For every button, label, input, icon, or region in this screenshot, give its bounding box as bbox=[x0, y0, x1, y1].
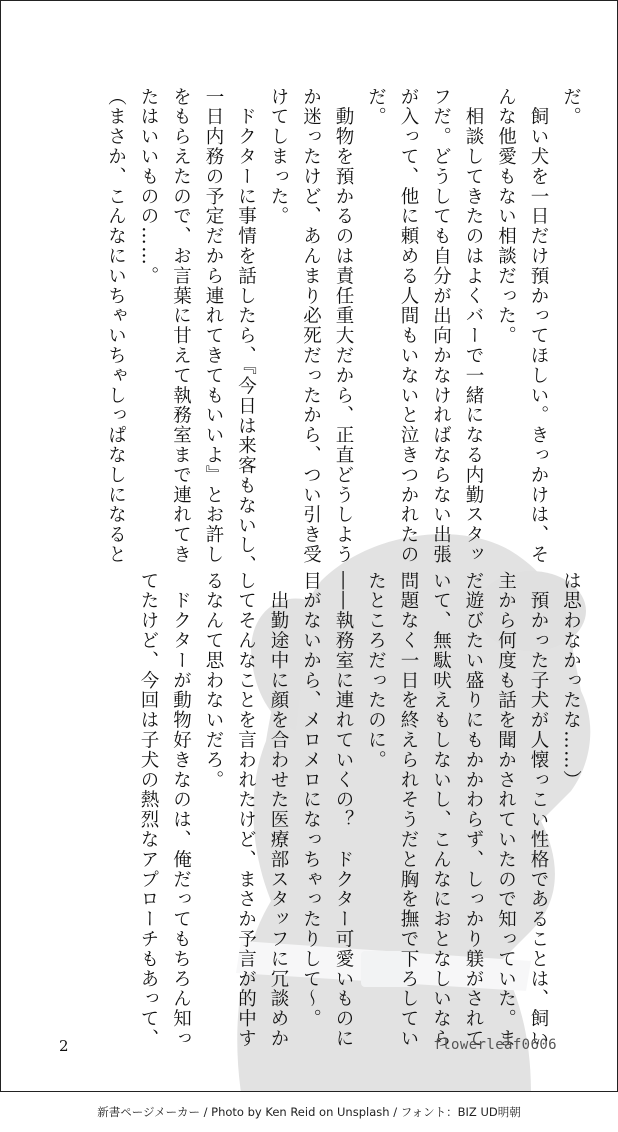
vertical-text-area bbox=[1, 1, 617, 1091]
bottom-text-column: は思わなかったな……） bbox=[560, 571, 582, 790]
footer-credit: 新書ページメーカー / Photo by Ken Reid on Unsplash / フォント：BIZ UD明朝 bbox=[97, 1105, 521, 1119]
bottom-text-column: るなんて思わないだろ。 bbox=[203, 571, 224, 790]
bottom-text-column: たところだったのに。 bbox=[365, 571, 387, 770]
top-text-column: 飼い犬を一日だけ預かってほしい。きっかけは、そ bbox=[528, 87, 549, 565]
top-text-column: だ。 bbox=[560, 87, 582, 127]
top-text-column: をもらえたので、お言葉に甘えて執務室まで連れてき bbox=[170, 87, 192, 565]
bottom-text-column: 出勤途中に顔を合わせた医療部スタッフに冗談めか bbox=[268, 571, 289, 1049]
top-text-column: フだ。どうしても自分が出向かなければならない出張 bbox=[430, 87, 452, 565]
top-text-column: 一日内務の予定だから連れてきてもいいよ』とお許し bbox=[203, 87, 224, 565]
bottom-text-column: だ遊びたい盛りにもかかわらず、しっかり躾がされて bbox=[463, 571, 484, 1049]
bottom-text-column: てたけど、今回は子犬の熱烈なアプローチもあって、 bbox=[138, 571, 159, 1049]
top-text-column: か迷ったけど、あんまり必死だったから、つい引き受 bbox=[300, 87, 322, 565]
bottom-text-column: 目がないから、メロメロになっちゃったりして～。 bbox=[300, 571, 322, 1029]
top-text-column: ドクターに事情を話したら、『今日は来客もないし、 bbox=[235, 87, 257, 576]
top-text-column: んな他愛もない相談だった。 bbox=[495, 87, 517, 346]
bottom-text-column: ドクターが動物好きなのは、俺だってもちろん知っ bbox=[170, 571, 192, 1049]
bottom-text-column: ――執務室に連れていくの？ ドクター可愛いものに bbox=[333, 571, 354, 1049]
bottom-text-column: 預かった子犬が人懐っこい性格であることは、飼い bbox=[528, 571, 549, 1049]
top-text-column: が入って、他に頼める人間もいないと泣きつかれたの bbox=[398, 87, 419, 565]
bottom-text-column: 主から何度も話を聞かされていたので知っていた。ま bbox=[495, 571, 517, 1049]
page-number: 2 bbox=[59, 1037, 69, 1055]
top-text-column: たはいいものの……。 bbox=[138, 87, 159, 286]
top-text-column: けてしまった。 bbox=[268, 87, 289, 227]
bottom-text-column: 問題なく一日を終えられそうだと胸を撫で下ろしてい bbox=[398, 571, 419, 1049]
top-text-column: （まさか、こんなにいちゃいちゃしっぱなしになると bbox=[105, 87, 127, 565]
top-text-column: 相談してきたのはよくバーで一緒になる内勤スタッ bbox=[463, 87, 484, 565]
author-watermark: flowerleaf0606 bbox=[433, 1037, 557, 1053]
bottom-text-column: いて、無駄吠えもしないし、こんなにおとなしいなら bbox=[430, 571, 452, 1049]
top-text-column: だ。 bbox=[365, 87, 387, 127]
top-text-column: 動物を預かるのは責任重大だから、正直どうしよう bbox=[333, 87, 354, 565]
bottom-text-column: してそんなことを言われたけど、まさか予言が的中す bbox=[235, 571, 257, 1049]
